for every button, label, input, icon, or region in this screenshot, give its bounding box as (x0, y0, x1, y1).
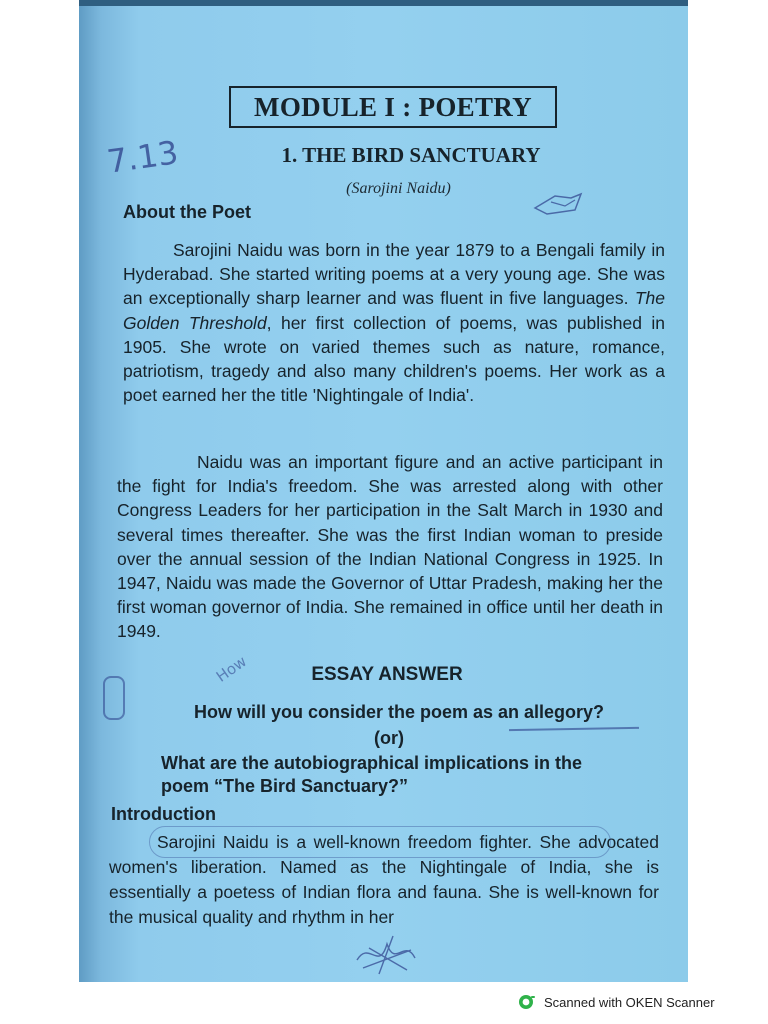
oken-scanner-logo-icon (518, 993, 536, 1011)
margin-note: How (212, 652, 250, 686)
footer-text: Scanned with OKEN Scanner (544, 994, 715, 1010)
circle-annotation (149, 826, 611, 858)
about-heading: About the Poet (123, 202, 251, 222)
scanned-page (79, 0, 688, 982)
page-top-edge (79, 0, 688, 6)
pen-doodle-icon (531, 188, 591, 224)
handwritten-page-number: 7.13 (104, 133, 181, 181)
about-paragraph-1-text-a: Sarojini Naidu was born in the year 1879 to a Bengali family in Hyderabad. She started writing poems at a very young age. She was an exceptionally sharp learner and was fluent in five languages. (123, 240, 665, 309)
question-2-line-1: What are the autobiographical implications in the (161, 753, 583, 773)
intro-paragraph: Sarojini Naidu is a well-known freedom fighter. She advocated women's liberation. Named as the Nightingale of India, she is essentially a poetess of Indian flora and fauna. She is well-known for the musical quality and rhythm in her (109, 832, 659, 927)
question-1: How will you consider the poem as an allegory? (193, 702, 605, 722)
allegory-underline (509, 727, 639, 731)
or-separator: (or) (374, 728, 404, 748)
about-paragraph-1 (123, 238, 665, 407)
intro-heading: Introduction (111, 804, 216, 824)
book-title: The Golden Threshold (123, 288, 665, 333)
chapter-title: 1. THE BIRD SANCTUARY (281, 143, 541, 167)
essay-heading: ESSAY ANSWER (311, 664, 463, 685)
question-2-line-2: poem “The Bird Sanctuary?” (161, 776, 409, 796)
scribble-icon (349, 932, 425, 980)
module-title: MODULE I : POETRY (229, 86, 557, 128)
about-paragraph-1-text-b: , her first collection of poems, was published in 1905. She wrote on varied themes such as nature, romance, patriotism, tragedy and also many children's poems. Her work as a poet earned her the title 'Nightingale of India'. (123, 312, 665, 406)
handwritten-mark (103, 676, 125, 720)
scanner-footer (518, 992, 715, 1012)
about-paragraph-2: Naidu was an important figure and an active participant in the fight for India's freedom. She was arrested along with other Congress Leaders for her participation in the Salt March in 1930 and several times thereafter. She was the first Indian woman to preside over the annual session of the Indian National Congress in 1925. In 1947, Naidu was made the Governor of Uttar Pradesh, making her the first woman governor of India. She remained in office until her death in 1949. (117, 452, 663, 642)
poet-name: (Sarojini Naidu) (346, 180, 451, 197)
